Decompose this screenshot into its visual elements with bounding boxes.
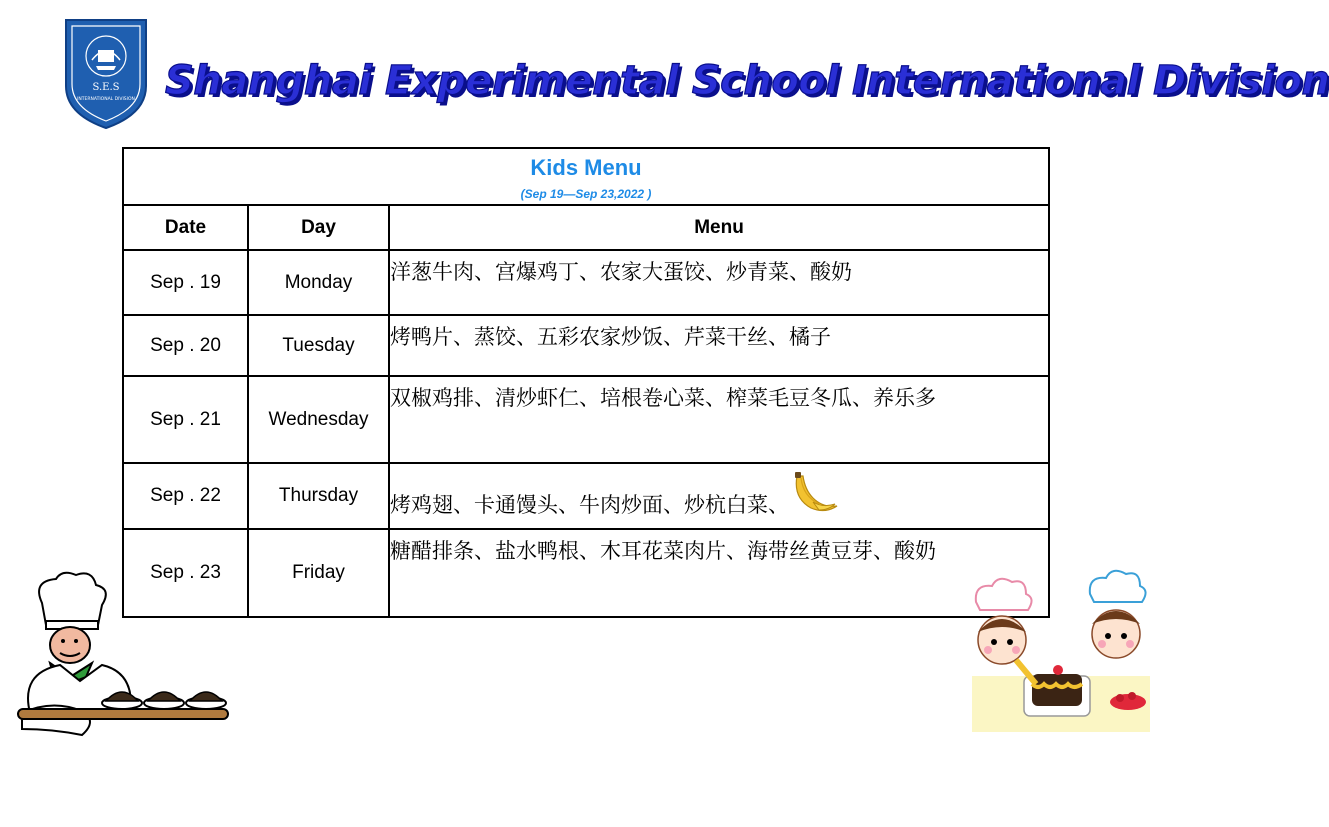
menu-cell: 双椒鸡排、清炒虾仁、培根卷心菜、榨菜毛豆冬瓜、养乐多 xyxy=(389,376,1049,463)
table-row xyxy=(123,315,1049,376)
menu-title: Kids Menu xyxy=(530,155,642,180)
school-shield-logo xyxy=(62,16,150,132)
day-cell: Wednesday xyxy=(248,376,389,463)
date-cell: Sep . 23 xyxy=(123,529,248,617)
banana-icon xyxy=(789,468,841,518)
day-cell: Tuesday xyxy=(248,315,389,376)
logo-text: S.E.S xyxy=(92,82,120,93)
table-row xyxy=(123,529,1049,617)
column-header-day: Day xyxy=(248,205,389,250)
kids-baking-illustration xyxy=(970,572,1152,734)
day-cell: Thursday xyxy=(248,463,389,529)
chef-illustration xyxy=(10,573,232,743)
day-cell: Friday xyxy=(248,529,389,617)
day-cell: Monday xyxy=(248,250,389,315)
column-header-menu: Menu xyxy=(389,205,1049,250)
logo-subtext: INTERNATIONAL DIVISION xyxy=(77,97,135,102)
table-row xyxy=(123,463,1049,529)
menu-cell-with-icon xyxy=(389,463,1049,529)
table-row xyxy=(123,250,1049,315)
column-header-date: Date xyxy=(123,205,248,250)
menu-text: 烤鸡翅、卡通馒头、牛肉炒面、炒杭白菜、 xyxy=(390,493,789,517)
menu-cell: 洋葱牛肉、宫爆鸡丁、农家大蛋饺、炒青菜、酸奶 xyxy=(389,250,1049,315)
menu-date-range: (Sep 19—Sep 23,2022 ) xyxy=(520,187,652,201)
date-cell: Sep . 21 xyxy=(123,376,248,463)
date-cell: Sep . 22 xyxy=(123,463,248,529)
date-cell: Sep . 20 xyxy=(123,315,248,376)
menu-title-cell xyxy=(123,148,1049,205)
kids-menu-table xyxy=(122,147,1050,618)
menu-cell: 糖醋排条、盐水鸭根、木耳花菜肉片、海带丝黄豆芽、酸奶 xyxy=(389,529,1049,617)
menu-cell: 烤鸭片、蒸饺、五彩农家炒饭、芹菜干丝、橘子 xyxy=(389,315,1049,376)
date-cell: Sep . 19 xyxy=(123,250,248,315)
school-name: Shanghai Experimental School International Division xyxy=(165,58,1329,104)
table-row xyxy=(123,376,1049,463)
